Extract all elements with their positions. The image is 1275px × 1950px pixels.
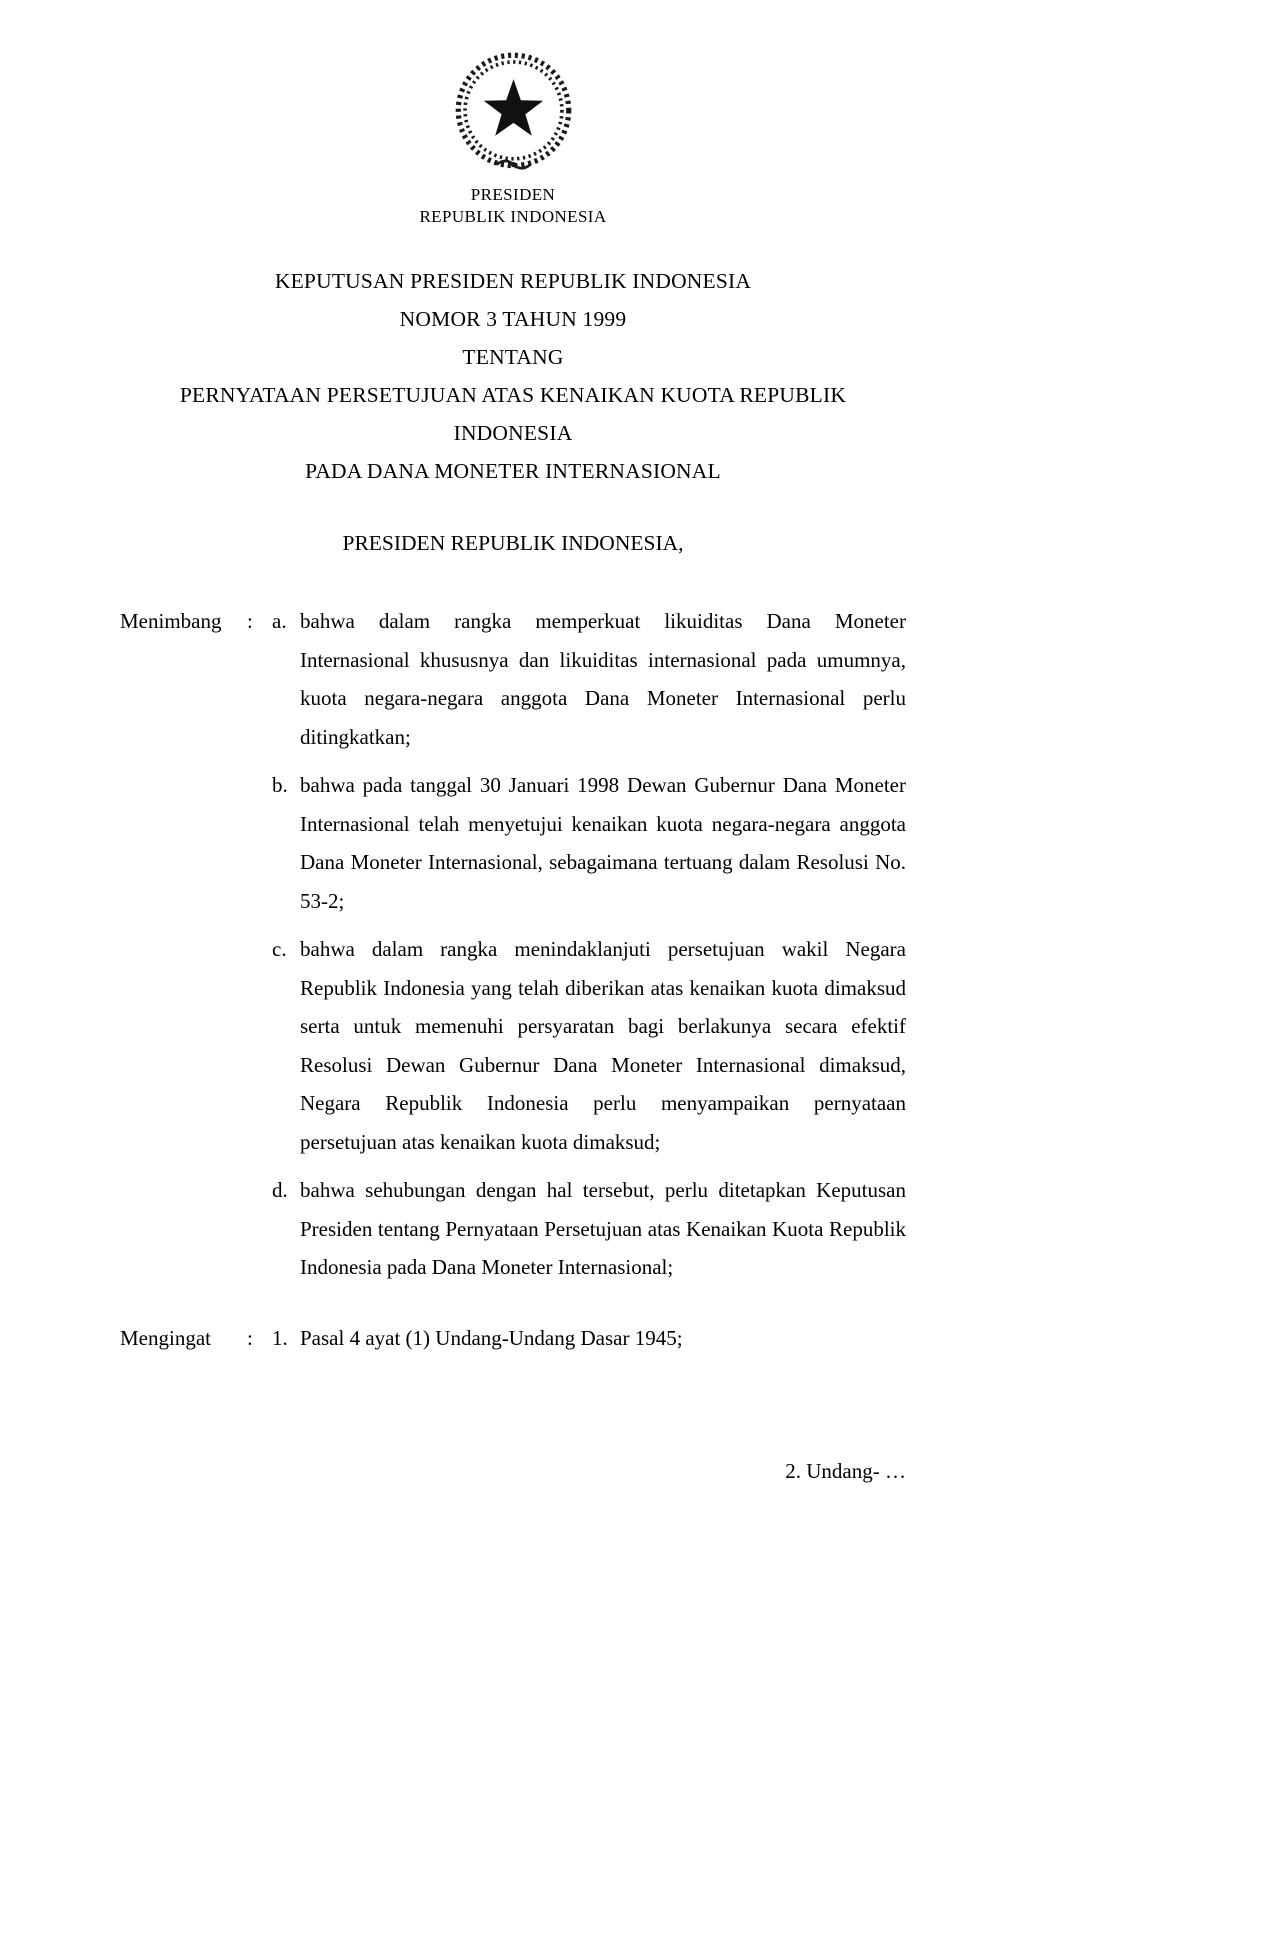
- letterhead-caption: [120, 184, 906, 228]
- salutation: PRESIDEN REPUBLIK INDONESIA,: [342, 531, 684, 555]
- title-line-5: INDONESIA: [453, 421, 573, 445]
- page-catchword: 2. Undang- …: [785, 1459, 906, 1483]
- section-mengingat: [120, 1319, 906, 1358]
- item-marker: b.: [272, 773, 288, 797]
- section-menimbang: [120, 602, 906, 1287]
- item-marker: a.: [272, 609, 287, 633]
- document-content: [120, 0, 906, 1357]
- consideration-item-d: [272, 1171, 906, 1287]
- recalling-item-1: [272, 1319, 906, 1358]
- title-line-2: NOMOR 3 TAHUN 1999: [399, 307, 627, 331]
- consideration-item-c: [272, 930, 906, 1161]
- mengingat-separator: :: [247, 1325, 253, 1350]
- consideration-item-a: [272, 602, 906, 756]
- letterhead-line1: PRESIDEN: [470, 185, 556, 204]
- item-marker: d.: [272, 1178, 288, 1202]
- menimbang-separator: :: [247, 609, 253, 633]
- title-line-1: KEPUTUSAN PRESIDEN REPUBLIK INDONESIA: [274, 269, 752, 293]
- item-text: Pasal 4 ayat (1) Undang-Undang Dasar 1945;: [300, 1325, 683, 1350]
- title-line-3: TENTANG: [462, 345, 564, 369]
- menimbang-items: [272, 602, 906, 1287]
- title-line-6: PADA DANA MONETER INTERNASIONAL: [305, 459, 721, 483]
- item-text: bahwa pada tanggal 30 Januari 1998 Dewan Gubernur Dana Moneter Internasional telah menyetujui kenaikan kuota negara-negara anggota Dana Moneter Internasional, sebagaimana tertuang dalam Resolusi No. 53-2;: [300, 773, 906, 913]
- consideration-item-b: [272, 766, 906, 920]
- item-text: bahwa dalam rangka memperkuat likuiditas Dana Moneter Internasional khususnya dan likuiditas internasional pada umumnya, kuota negara-negara anggota Dana Moneter Internasional perlu ditingkatkan;: [300, 609, 906, 749]
- mengingat-items: [272, 1319, 906, 1358]
- title-line-4: PERNYATAAN PERSETUJUAN ATAS KENAIKAN KUOTA REPUBLIK: [179, 383, 847, 407]
- item-marker: 1.: [272, 1325, 288, 1350]
- item-text: bahwa dalam rangka menindaklanjuti persetujuan wakil Negara Republik Indonesia yang telah diberikan atas kenaikan kuota dimaksud serta untuk memenuhi persyaratan bagi berlakunya secara efektif Resolusi Dewan Gubernur Dana Moneter Internasional dimaksud, Negara Republik Indonesia perlu menyampaikan pernyataan persetujuan atas kenaikan kuota dimaksud;: [300, 937, 906, 1154]
- mengingat-label: Mengingat: [120, 1325, 211, 1350]
- letterhead-line2: REPUBLIK INDONESIA: [419, 207, 607, 226]
- menimbang-label: Menimbang: [120, 609, 222, 633]
- presidential-seal-icon: [451, 50, 576, 175]
- item-marker: c.: [272, 937, 287, 961]
- letterhead: [120, 0, 906, 228]
- item-text: bahwa sehubungan dengan hal tersebut, perlu ditetapkan Keputusan Presiden tentang Pernyataan Persetujuan atas Kenaikan Kuota Republik Indonesia pada Dana Moneter Internasional;: [300, 1178, 906, 1279]
- decree-title: [120, 262, 906, 490]
